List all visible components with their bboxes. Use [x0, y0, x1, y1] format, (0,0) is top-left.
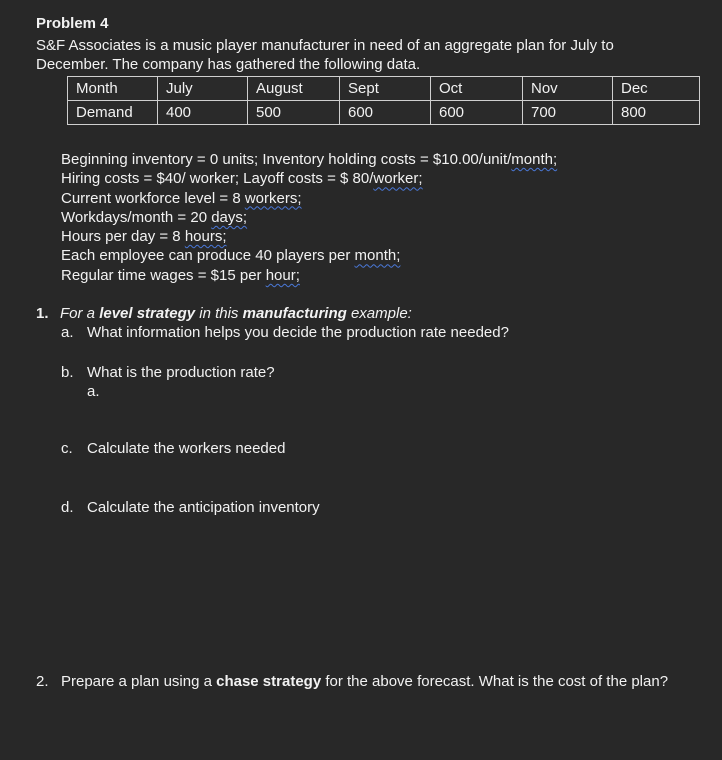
question-number: 2.	[36, 673, 49, 690]
param-text: month;	[354, 247, 401, 265]
intro-text: S&F Associates is a music player manufacturer in need of an aggregate plan for July to December. The company has gathered the following data.	[36, 37, 614, 73]
table-cell: 400	[158, 101, 248, 125]
param-text: days;	[211, 208, 248, 226]
table-cell: Demand	[68, 101, 158, 125]
table-cell: Dec	[613, 77, 700, 101]
sub-letter: a.	[87, 383, 100, 400]
sub-letter: a.	[61, 324, 74, 341]
table-cell: Nov	[523, 77, 613, 101]
sub-letter: c.	[61, 440, 73, 457]
table-header-row	[68, 77, 700, 101]
question-number: 1.	[36, 305, 49, 322]
question-1	[36, 304, 412, 323]
param-text: Regular time wages = $15 per	[61, 266, 266, 284]
table-cell: 800	[613, 101, 700, 125]
table-row	[68, 101, 700, 125]
sub-text: Calculate the anticipation inventory	[87, 499, 320, 516]
param-text: month;	[511, 151, 558, 168]
problem-intro	[36, 36, 686, 74]
table-cell: Month	[68, 77, 158, 101]
param-line	[61, 266, 557, 285]
question-text	[60, 305, 412, 322]
param-text: Hours per day = 8	[61, 228, 185, 246]
param-line	[61, 150, 557, 169]
table-cell: August	[248, 77, 340, 101]
question-1c	[61, 439, 285, 458]
table-cell: 500	[248, 101, 340, 125]
question-1d	[61, 498, 320, 517]
question-1b	[61, 363, 275, 382]
question-text	[61, 672, 686, 691]
question-1a	[61, 323, 509, 342]
question-emphasis: chase strategy	[216, 673, 322, 690]
param-text: Workdays/month = 20	[61, 208, 212, 226]
table-cell: Oct	[431, 77, 523, 101]
param-line	[61, 227, 557, 246]
table-cell: 600	[431, 101, 523, 125]
param-line	[61, 246, 557, 265]
param-line	[61, 169, 557, 188]
question-text-part: for the above forecast. What is the cost of the plan?	[321, 673, 669, 690]
param-text: Each employee can produce 40 players per	[61, 247, 355, 265]
question-text-part: example:	[346, 305, 412, 322]
question-1b-sub	[87, 382, 100, 401]
question-emphasis: manufacturing	[242, 305, 347, 322]
param-text: Current workforce level = 8	[61, 189, 245, 207]
param-text: Beginning inventory = 0 units; Inventory holding costs = $10.00/unit/	[61, 151, 512, 168]
question-text-part: in this	[195, 305, 243, 322]
param-line	[61, 208, 557, 227]
param-text: Hiring costs = $40/ worker; Layoff costs = $ 80/	[61, 170, 374, 188]
table-cell: 700	[523, 101, 613, 125]
question-text-part: For a	[60, 305, 100, 322]
sub-letter: b.	[61, 364, 74, 381]
param-text: worker;	[373, 170, 423, 188]
sub-letter: d.	[61, 499, 74, 516]
parameters-block	[61, 150, 557, 285]
param-text: hours;	[184, 228, 227, 246]
question-2	[36, 672, 686, 691]
table-cell: Sept	[340, 77, 431, 101]
sub-text: What is the production rate?	[87, 364, 275, 381]
sub-text: What information helps you decide the production rate needed?	[87, 324, 509, 341]
table-cell: July	[158, 77, 248, 101]
demand-table	[67, 76, 700, 125]
sub-text: Calculate the workers needed	[87, 440, 286, 457]
param-text: hour;	[265, 266, 300, 284]
param-line	[61, 189, 557, 208]
param-text: workers;	[244, 189, 302, 207]
problem-title: Problem 4	[36, 15, 109, 32]
question-emphasis: level strategy	[99, 305, 196, 322]
table-cell: 600	[340, 101, 431, 125]
question-text-part: Prepare a plan using a	[61, 673, 217, 690]
